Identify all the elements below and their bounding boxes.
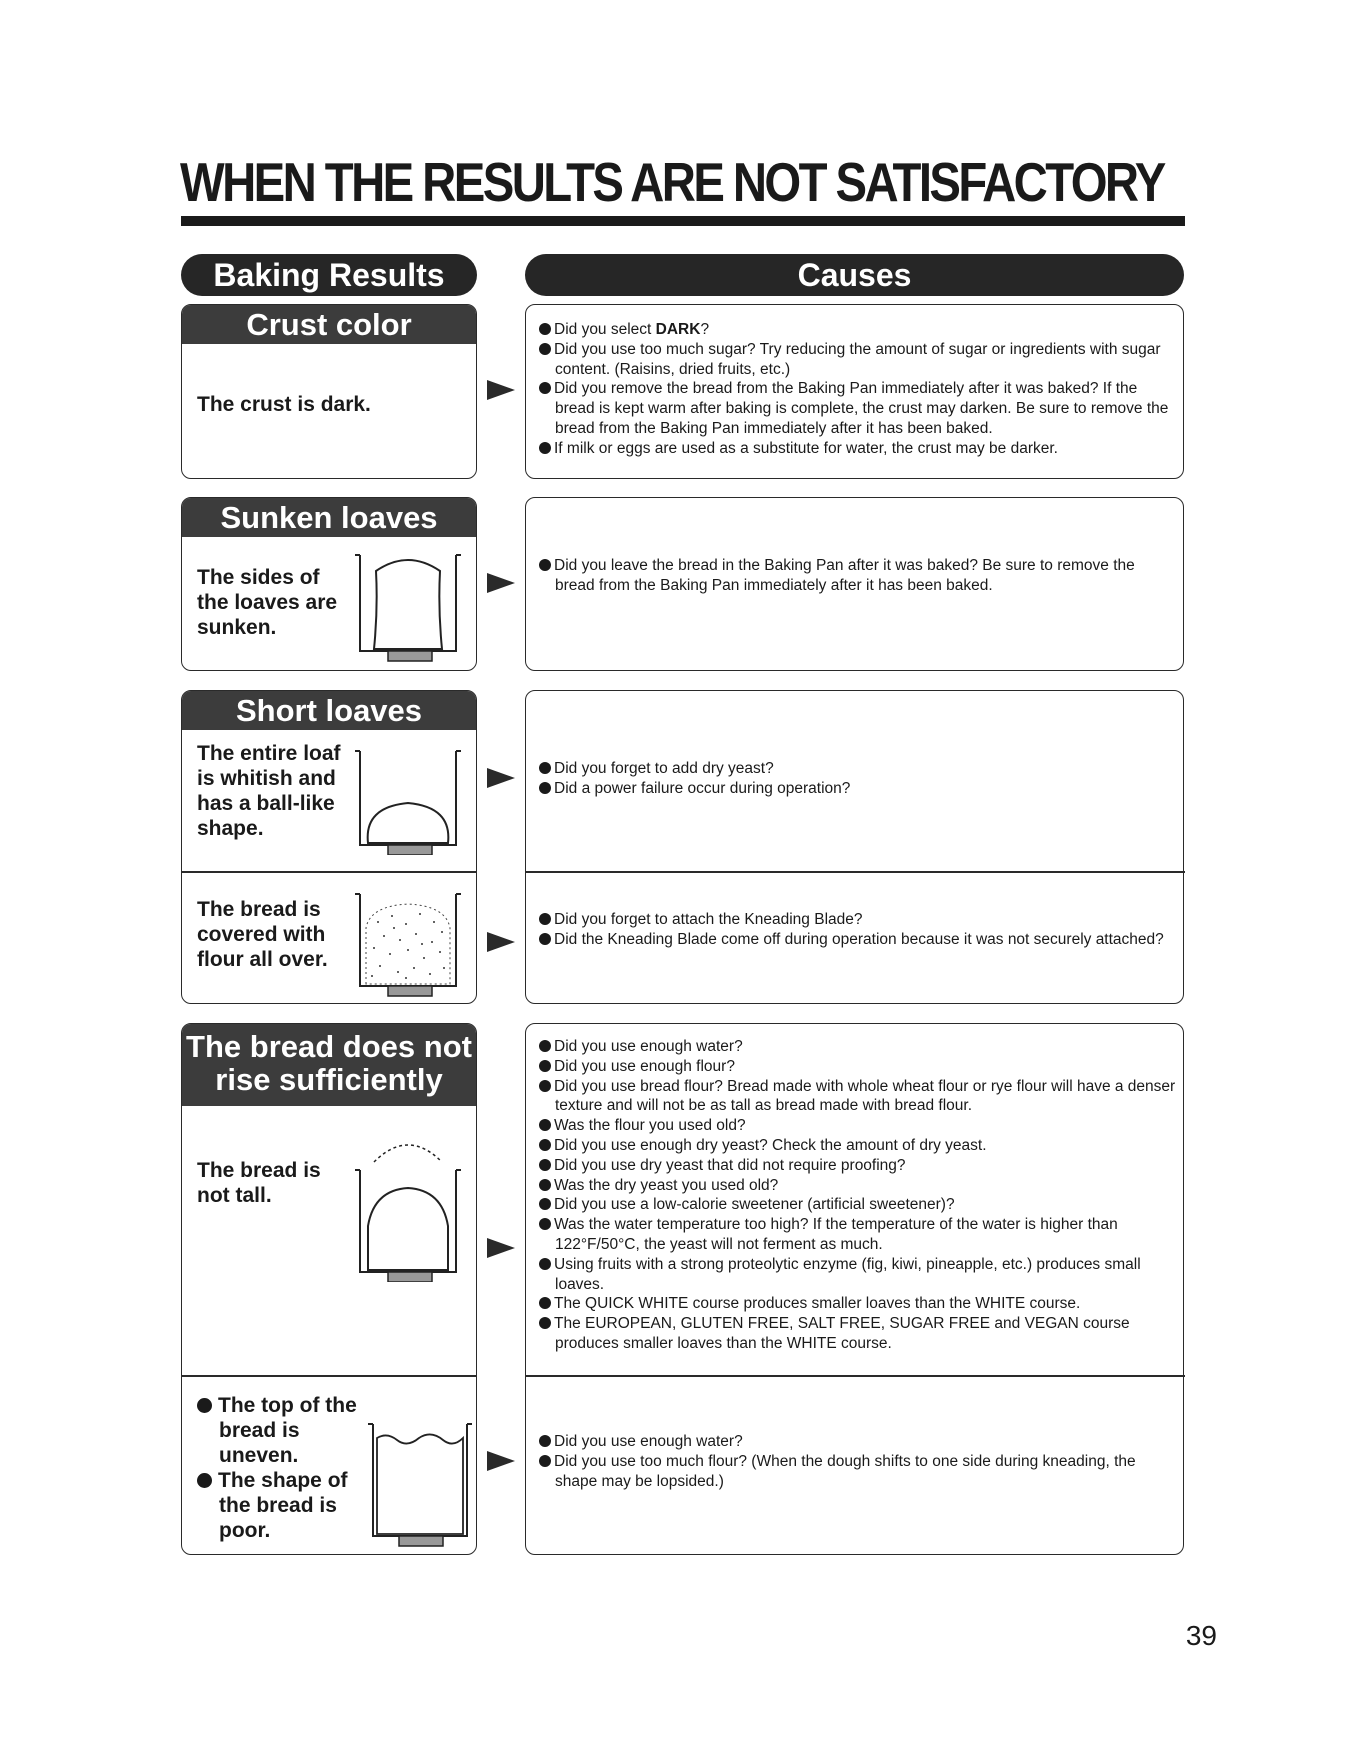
result-uneven-poor bbox=[197, 1393, 362, 1543]
causes-header: Causes bbox=[525, 254, 1184, 296]
short-causes-row1 bbox=[539, 759, 1171, 799]
cause-item: Did you use enough dry yeast? Check the amount of dry yeast. bbox=[539, 1136, 1179, 1156]
rise-causes-box bbox=[525, 1023, 1184, 1555]
page-number: 39 bbox=[1185, 1620, 1217, 1651]
baking-results-header: Baking Results bbox=[181, 254, 477, 296]
bullet-icon bbox=[539, 1258, 551, 1270]
short-causes-row2 bbox=[539, 910, 1171, 950]
bullet-icon bbox=[197, 1473, 212, 1488]
cause-item: Did you use enough water? bbox=[539, 1432, 1171, 1452]
arrow-icon bbox=[487, 932, 515, 952]
crust-result-box bbox=[181, 304, 477, 479]
rise-causes-row1 bbox=[539, 1037, 1179, 1354]
cause-item: If milk or eggs are used as a substitute for water, the crust may be darker. bbox=[539, 439, 1171, 459]
sunken-result-box bbox=[181, 497, 477, 671]
bullet-icon bbox=[539, 1317, 551, 1329]
bullet-icon bbox=[539, 1060, 551, 1072]
bullet-icon bbox=[539, 1179, 551, 1191]
cause-item: Did you use enough flour? bbox=[539, 1057, 1179, 1077]
rise-causes-row2 bbox=[539, 1432, 1171, 1491]
result-whitish-ball: The entire loaf is whitish and has a ball-like shape. bbox=[197, 742, 341, 840]
bullet-icon bbox=[539, 1139, 551, 1151]
cause-item: The QUICK WHITE course produces smaller loaves than the WHITE course. bbox=[539, 1294, 1179, 1314]
cause-item: Did you forget to attach the Kneading Blade? bbox=[539, 910, 1171, 930]
bullet-icon bbox=[539, 1198, 551, 1210]
sunken-causes-box bbox=[525, 497, 1184, 671]
bullet-icon bbox=[539, 1297, 551, 1309]
cause-item: Did you use too much flour? (When the dough shifts to one side during kneading, the shape may be lopsided.) bbox=[539, 1452, 1171, 1492]
cause-item: Did you use too much sugar? Try reducing the amount of sugar or ingredients with sugar content. (Raisins, dried fruits, etc.) bbox=[539, 340, 1171, 380]
cause-item: Did a power failure occur during operation? bbox=[539, 779, 1171, 799]
short-result-box bbox=[181, 690, 477, 1004]
floury-loaf-illustration bbox=[354, 888, 469, 998]
category-short-loaves: Short loaves bbox=[182, 691, 476, 730]
crust-cause-list bbox=[539, 320, 1171, 459]
short-causes-box bbox=[525, 690, 1184, 1004]
cause-item: Did you select DARK? bbox=[539, 320, 1171, 340]
bullet-icon bbox=[539, 762, 551, 774]
arrow-icon bbox=[487, 1238, 515, 1258]
bullet-icon bbox=[539, 1119, 551, 1131]
result-crust-dark: The crust is dark. bbox=[197, 393, 371, 416]
arrow-icon bbox=[487, 1451, 515, 1471]
bullet-icon bbox=[539, 1080, 551, 1092]
bullet-icon bbox=[539, 913, 551, 925]
category-does-not-rise: The bread does not rise sufficiently bbox=[182, 1024, 476, 1106]
row-divider bbox=[182, 1375, 477, 1377]
result-item: The top of the bread is uneven. bbox=[197, 1393, 362, 1468]
cause-item: Was the dry yeast you used old? bbox=[539, 1176, 1179, 1196]
cause-item: Did you use dry yeast that did not require proofing? bbox=[539, 1156, 1179, 1176]
cause-item: Was the flour you used old? bbox=[539, 1116, 1179, 1136]
bullet-icon bbox=[539, 559, 551, 571]
sunken-loaf-illustration bbox=[354, 549, 469, 664]
bullet-icon bbox=[539, 343, 551, 355]
bullet-icon bbox=[539, 1455, 551, 1467]
category-sunken-loaves: Sunken loaves bbox=[182, 498, 476, 537]
bullet-icon bbox=[539, 382, 551, 394]
cause-item: Did you leave the bread in the Baking Pan after it was baked? Be sure to remove the bread from the Baking Pan immediately after it has been baked. bbox=[539, 556, 1171, 596]
cause-item: Was the water temperature too high? If the temperature of the water is higher than 122°F/50°C, the yeast will not ferment as much. bbox=[539, 1215, 1179, 1255]
cause-item: The EUROPEAN, GLUTEN FREE, SALT FREE, SUGAR FREE and VEGAN course produces smaller loaves than the WHITE course. bbox=[539, 1314, 1179, 1354]
result-sides-sunken: The sides of the loaves are sunken. bbox=[197, 566, 338, 639]
bullet-icon bbox=[539, 1218, 551, 1230]
crust-causes-box bbox=[525, 304, 1184, 479]
cause-item: Did you remove the bread from the Baking Pan immediately after it was baked? If the bread is kept warm after baking is complete, the crust may darken. Be sure to remove the bread from the Baking Pan immediately after it has been baked. bbox=[539, 379, 1171, 438]
bullet-icon bbox=[539, 1159, 551, 1171]
result-not-tall: The bread is not tall. bbox=[197, 1159, 321, 1207]
arrow-icon bbox=[487, 573, 515, 593]
row-divider bbox=[526, 1375, 1185, 1377]
title-rule bbox=[181, 216, 1185, 226]
cause-item: Did the Kneading Blade come off during operation because it was not securely attached? bbox=[539, 930, 1171, 950]
uneven-loaf-illustration bbox=[367, 1418, 477, 1548]
sunken-cause-list bbox=[539, 556, 1171, 596]
row-divider bbox=[526, 871, 1185, 873]
ball-loaf-illustration bbox=[354, 745, 469, 855]
bullet-icon bbox=[539, 323, 551, 335]
result-item: The shape of the bread is poor. bbox=[197, 1468, 362, 1543]
cause-item: Did you use enough water? bbox=[539, 1037, 1179, 1057]
rise-result-box bbox=[181, 1023, 477, 1555]
page-title: WHEN THE RESULTS ARE NOT SATISFACTORY bbox=[180, 151, 1164, 213]
arrow-icon bbox=[487, 380, 515, 400]
bullet-icon bbox=[539, 782, 551, 794]
bullet-icon bbox=[539, 1435, 551, 1447]
cause-item: Did you use a low-calorie sweetener (artificial sweetener)? bbox=[539, 1195, 1179, 1215]
cause-item: Using fruits with a strong proteolytic enzyme (fig, kiwi, pineapple, etc.) produces small loaves. bbox=[539, 1255, 1179, 1295]
short-loaf-illustration bbox=[354, 1132, 469, 1282]
result-covered-flour: The bread is covered with flour all over. bbox=[197, 898, 328, 971]
bullet-icon bbox=[539, 933, 551, 945]
category-crust-color: Crust color bbox=[182, 305, 476, 344]
cause-item: Did you use bread flour? Bread made with whole wheat flour or rye flour will have a denser texture and will not be as tall as bread made with bread flour. bbox=[539, 1077, 1179, 1117]
bullet-icon bbox=[197, 1398, 212, 1413]
arrow-icon bbox=[487, 768, 515, 788]
row-divider bbox=[182, 871, 477, 873]
bullet-icon bbox=[539, 442, 551, 454]
cause-item: Did you forget to add dry yeast? bbox=[539, 759, 1171, 779]
bullet-icon bbox=[539, 1040, 551, 1052]
